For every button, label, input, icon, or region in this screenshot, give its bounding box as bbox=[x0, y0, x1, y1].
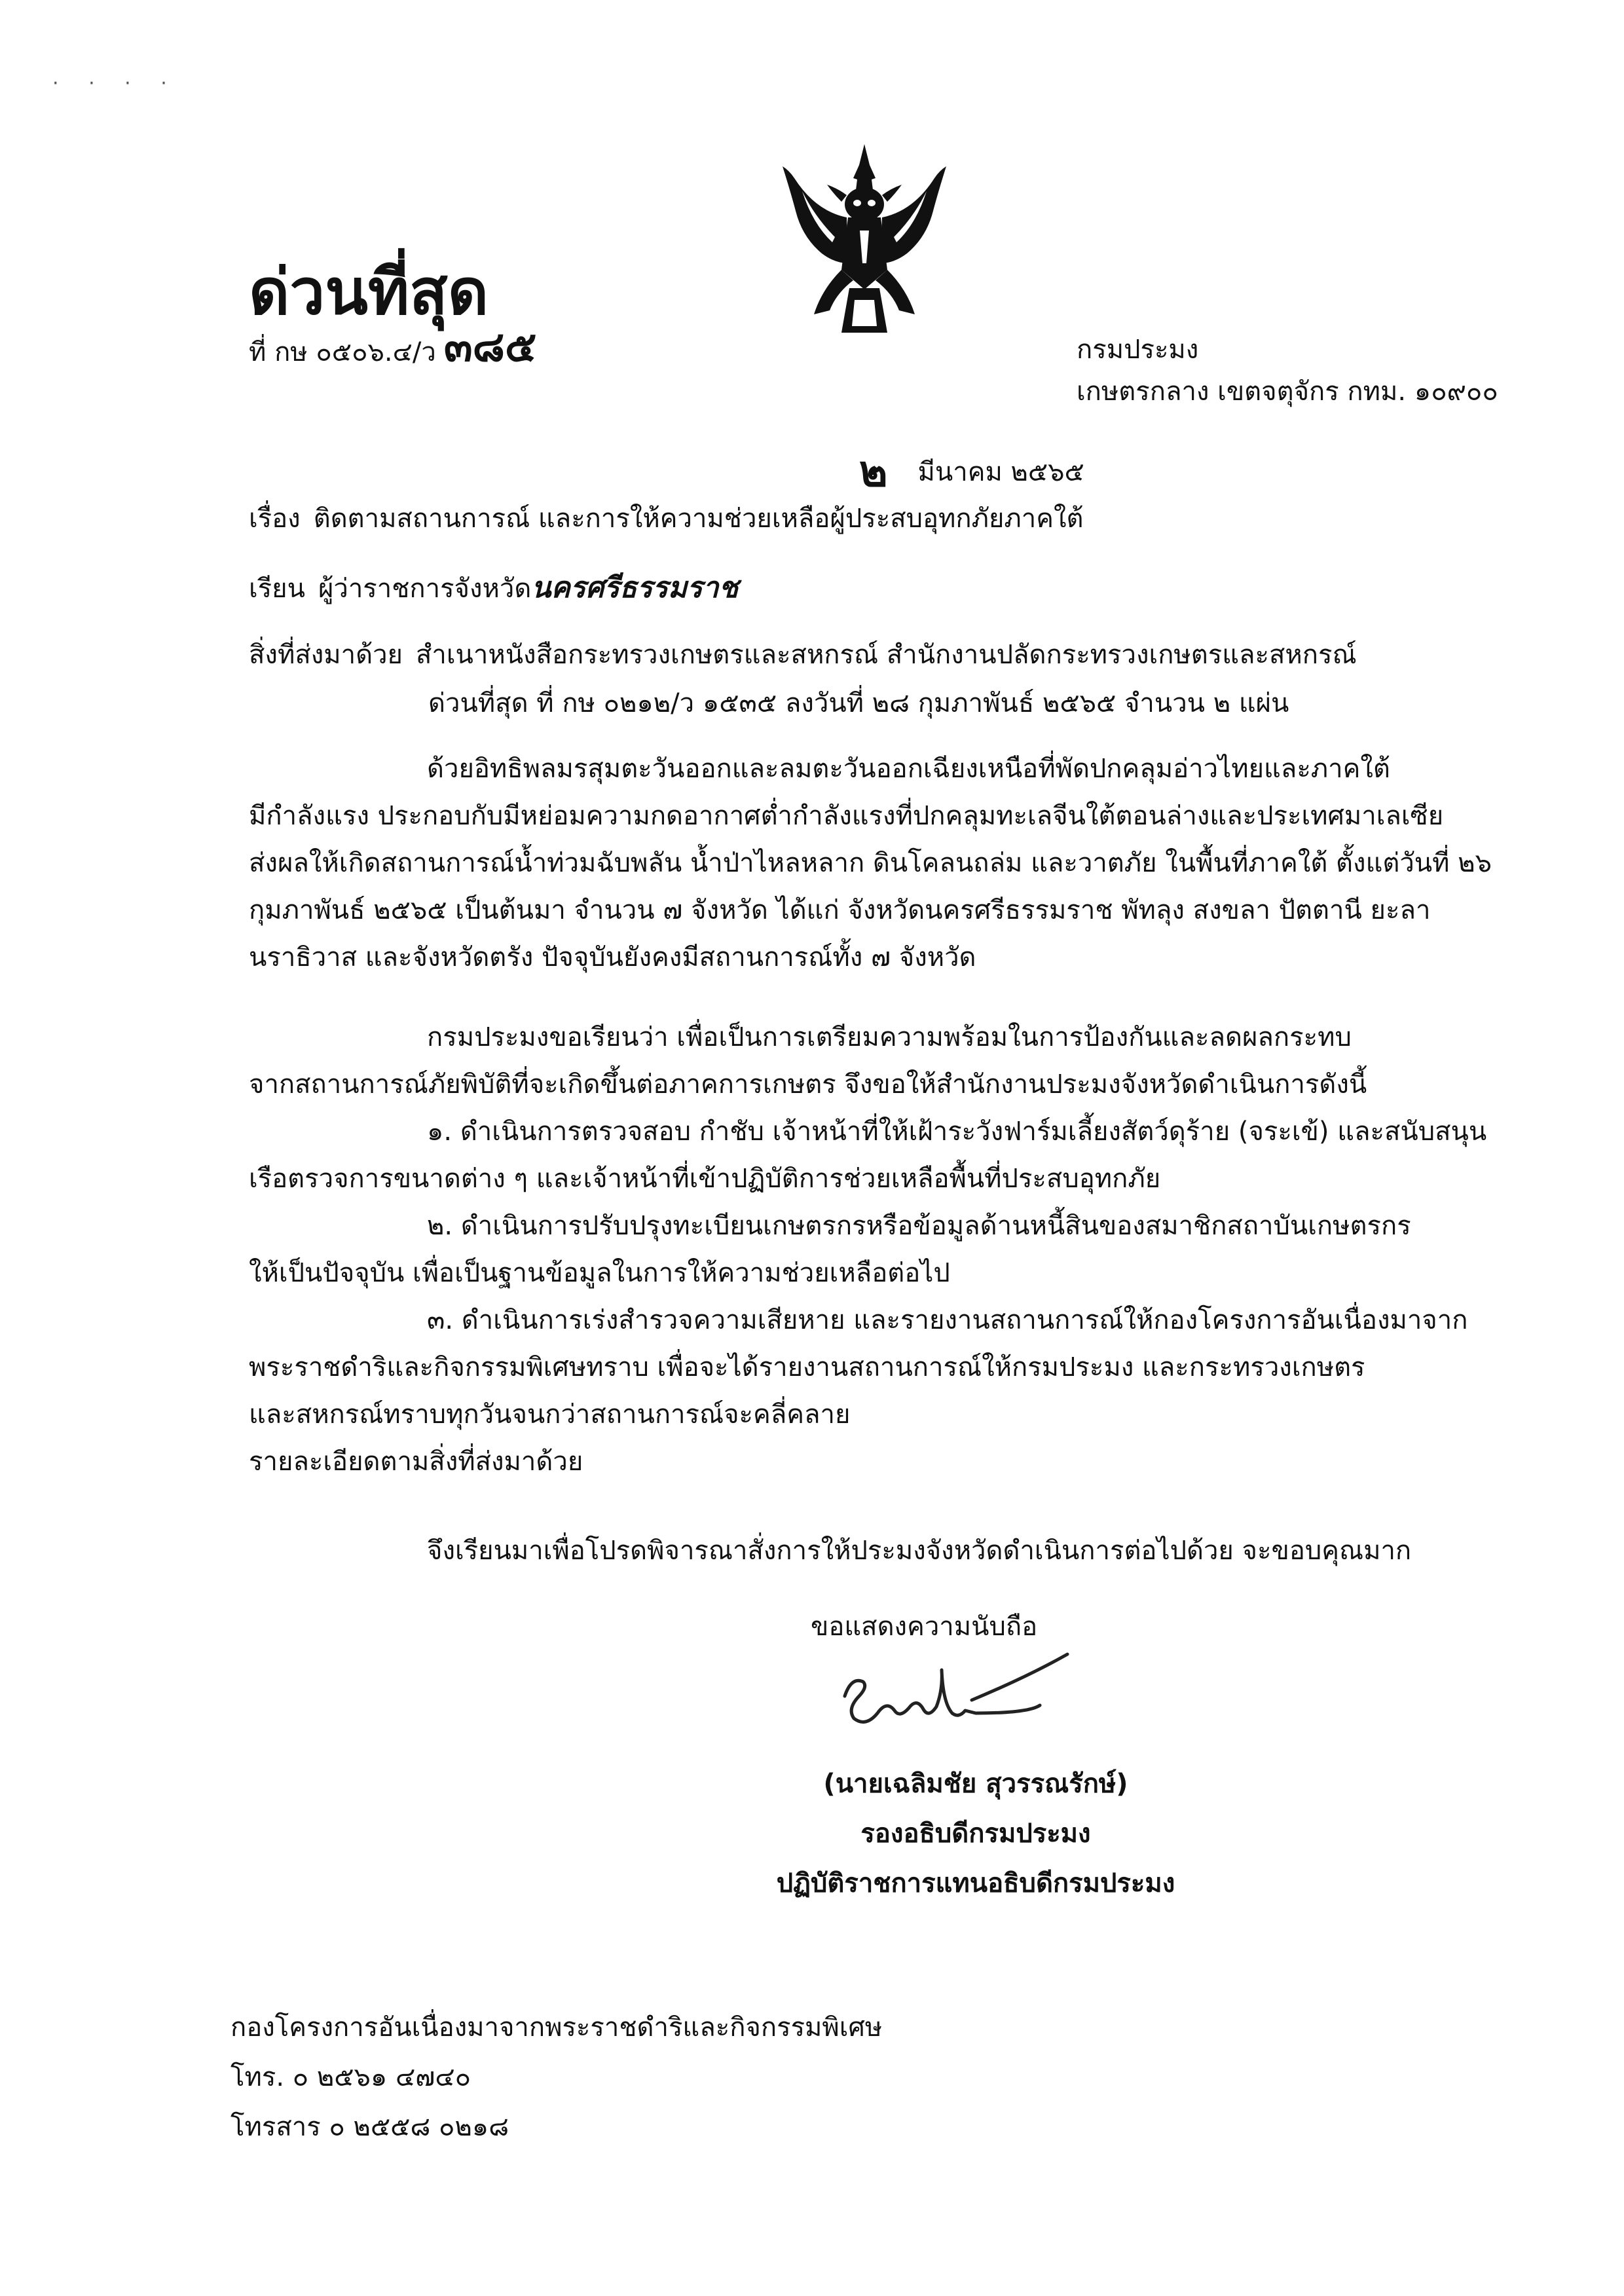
enclosure-text-2: ด่วนที่สุด ที่ กษ ๐๒๑๒/ว ๑๕๓๕ ลงวันที่ ๒๘ กุมภาพันธ์ ๒๕๖๕ จำนวน ๒ แผ่น bbox=[428, 688, 1289, 718]
recipient-line bbox=[249, 571, 738, 606]
sender-address: เกษตรกลาง เขตจตุจักร กทม. ๑๐๙๐๐ bbox=[1077, 377, 1498, 407]
action-item-1: ๑. ดำเนินการตรวจสอบ กำชับ เจ้าหน้าที่ให้เฝ้าระวังฟาร์มเลี้ยงสัตว์ดุร้าย (จระเข้) และสนับสนุน bbox=[427, 1117, 1487, 1147]
action-item-3-cont: และสหกรณ์ทราบทุกวันจนกว่าสถานการณ์จะคลี่คลาย bbox=[249, 1399, 851, 1430]
subject-text: ติดตามสถานการณ์ และการให้ความช่วยเหลือผู้ประสบอุทกภัยภาคใต้ bbox=[313, 504, 1084, 534]
details-line: รายละเอียดตามสิ่งที่ส่งมาด้วย bbox=[249, 1447, 583, 1477]
garuda-seal-icon bbox=[776, 139, 953, 335]
enclosure-text-1: สำเนาหนังสือกระทรวงเกษตรและสหกรณ์ สำนักงานปลัดกระทรวงเกษตรและสหกรณ์ bbox=[415, 640, 1357, 670]
body-paragraph-2-line: กรมประมงขอเรียนว่า เพื่อเป็นการเตรียมความพร้อมในการป้องกันและลดผลกระทบ bbox=[427, 1022, 1352, 1052]
action-item-3: ๓. ดำเนินการเร่งสำรวจความเสียหาย และรายงานสถานการณ์ให้กองโครงการอันเนื่องมาจาก bbox=[427, 1305, 1468, 1335]
enclosure-label: สิ่งที่ส่งมาด้วย bbox=[249, 640, 403, 670]
body-paragraph-2 bbox=[249, 1014, 1513, 1485]
body-paragraph-1-line: มีกำลังแรง ประกอบกับมีหย่อมความกดอากาศต่ำกำลังแรงที่ปกคลุมทะเลจีนใต้ตอนล่างและประเทศมาเลเซีย bbox=[249, 801, 1444, 831]
regards: ขอแสดงความนับถือ bbox=[811, 1612, 1038, 1642]
body-paragraph-1-line: กุมภาพันธ์ ๒๕๖๕ เป็นต้นมา จำนวน ๗ จังหวัด ได้แก่ จังหวัดนครศรีธรรมราช พัทลุง สงขลา ปัตตานี ยะลา bbox=[249, 895, 1431, 925]
recipient-text: ผู้ว่าราชการจังหวัด bbox=[318, 574, 532, 604]
closing-sentence: จึงเรียนมาเพื่อโปรดพิจารณาสั่งการให้ประมงจังหวัดดำเนินการต่อไปด้วย จะขอบคุณมาก bbox=[427, 1536, 1412, 1566]
subject-line bbox=[249, 503, 1084, 534]
document-number-handwritten: ๓๘๕ bbox=[443, 322, 537, 371]
action-item-2: ๒. ดำเนินการปรับปรุงทะเบียนเกษตรกรหรือข้อมูลด้านหนี้สินของสมาชิกสถาบันเกษตรกร bbox=[427, 1211, 1411, 1241]
footer-fax: โทรสาร ๐ ๒๕๕๘ ๐๒๑๘ bbox=[231, 2112, 509, 2142]
sender-organization: กรมประมง bbox=[1077, 335, 1199, 365]
body-paragraph-1-line: นราธิวาส และจังหวัดตรัง ปัจจุบันยังคงมีสถานการณ์ทั้ง ๗ จังหวัด bbox=[249, 942, 976, 972]
signer-position: รองอธิบดีกรมประมง bbox=[860, 1819, 1091, 1849]
action-item-3-cont: พระราชดำริและกิจกรรมพิเศษทราบ เพื่อจะได้รายงานสถานการณ์ให้กรมประมง และกระทรวงเกษตร bbox=[249, 1352, 1365, 1382]
action-item-1-cont: เรือตรวจการขนาดต่าง ๆ และเจ้าหน้าที่เข้าปฏิบัติการช่วยเหลือพื้นที่ประสบอุทกภัย bbox=[249, 1164, 1161, 1194]
signer-acting-position: ปฏิบัติราชการแทนอธิบดีกรมประมง bbox=[776, 1868, 1175, 1898]
urgency-stamp: ด่วนที่สุด bbox=[249, 255, 489, 329]
handwritten-signature-icon bbox=[832, 1650, 1080, 1755]
recipient-label: เรียน bbox=[249, 574, 305, 604]
enclosure-line bbox=[249, 639, 1357, 671]
subject-label: เรื่อง bbox=[249, 504, 301, 534]
scan-specks: · · · · bbox=[52, 72, 179, 95]
footer-phone: โทร. ๐ ๒๕๖๑ ๔๗๔๐ bbox=[231, 2062, 471, 2092]
body-paragraph-1-line: ส่งผลให้เกิดสถานการณ์น้ำท่วมฉับพลัน น้ำป่าไหลหลาก ดินโคลนถล่ม และวาตภัย ในพื้นที่ภาคใต้ ตั้งแต่วันที่ ๒๖ bbox=[249, 848, 1492, 878]
signer-name: (นายเฉลิมชัย สุวรรณรักษ์) bbox=[823, 1769, 1128, 1799]
document-number-prefix: ที่ กษ ๐๕๐๖.๔/ว bbox=[249, 337, 436, 367]
action-item-2-cont: ให้เป็นปัจจุบัน เพื่อเป็นฐานข้อมูลในการให้ความช่วยเหลือต่อไป bbox=[249, 1258, 950, 1288]
recipient-handwritten: นครศรีธรรมราช bbox=[531, 571, 739, 604]
document-number bbox=[249, 322, 536, 373]
date-month-year: มีนาคม ๒๕๖๕ bbox=[917, 457, 1084, 487]
body-paragraph-1 bbox=[249, 745, 1513, 981]
date-day-handwritten: ๒ bbox=[859, 445, 888, 496]
body-paragraph-1-line: ด้วยอิทธิพลมรสุมตะวันออกและลมตะวันออกเฉียงเหนือที่พัดปกคลุมอ่าวไทยและภาคใต้ bbox=[427, 754, 1390, 784]
letter-date bbox=[859, 440, 1084, 496]
footer-division: กองโครงการอันเนื่องมาจากพระราชดำริและกิจกรรมพิเศษ bbox=[231, 2012, 883, 2043]
body-paragraph-2-line: จากสถานการณ์ภัยพิบัติที่จะเกิดขึ้นต่อภาคการเกษตร จึงขอให้สำนักงานประมงจังหวัดดำเนินการดังนี้ bbox=[249, 1069, 1367, 1100]
